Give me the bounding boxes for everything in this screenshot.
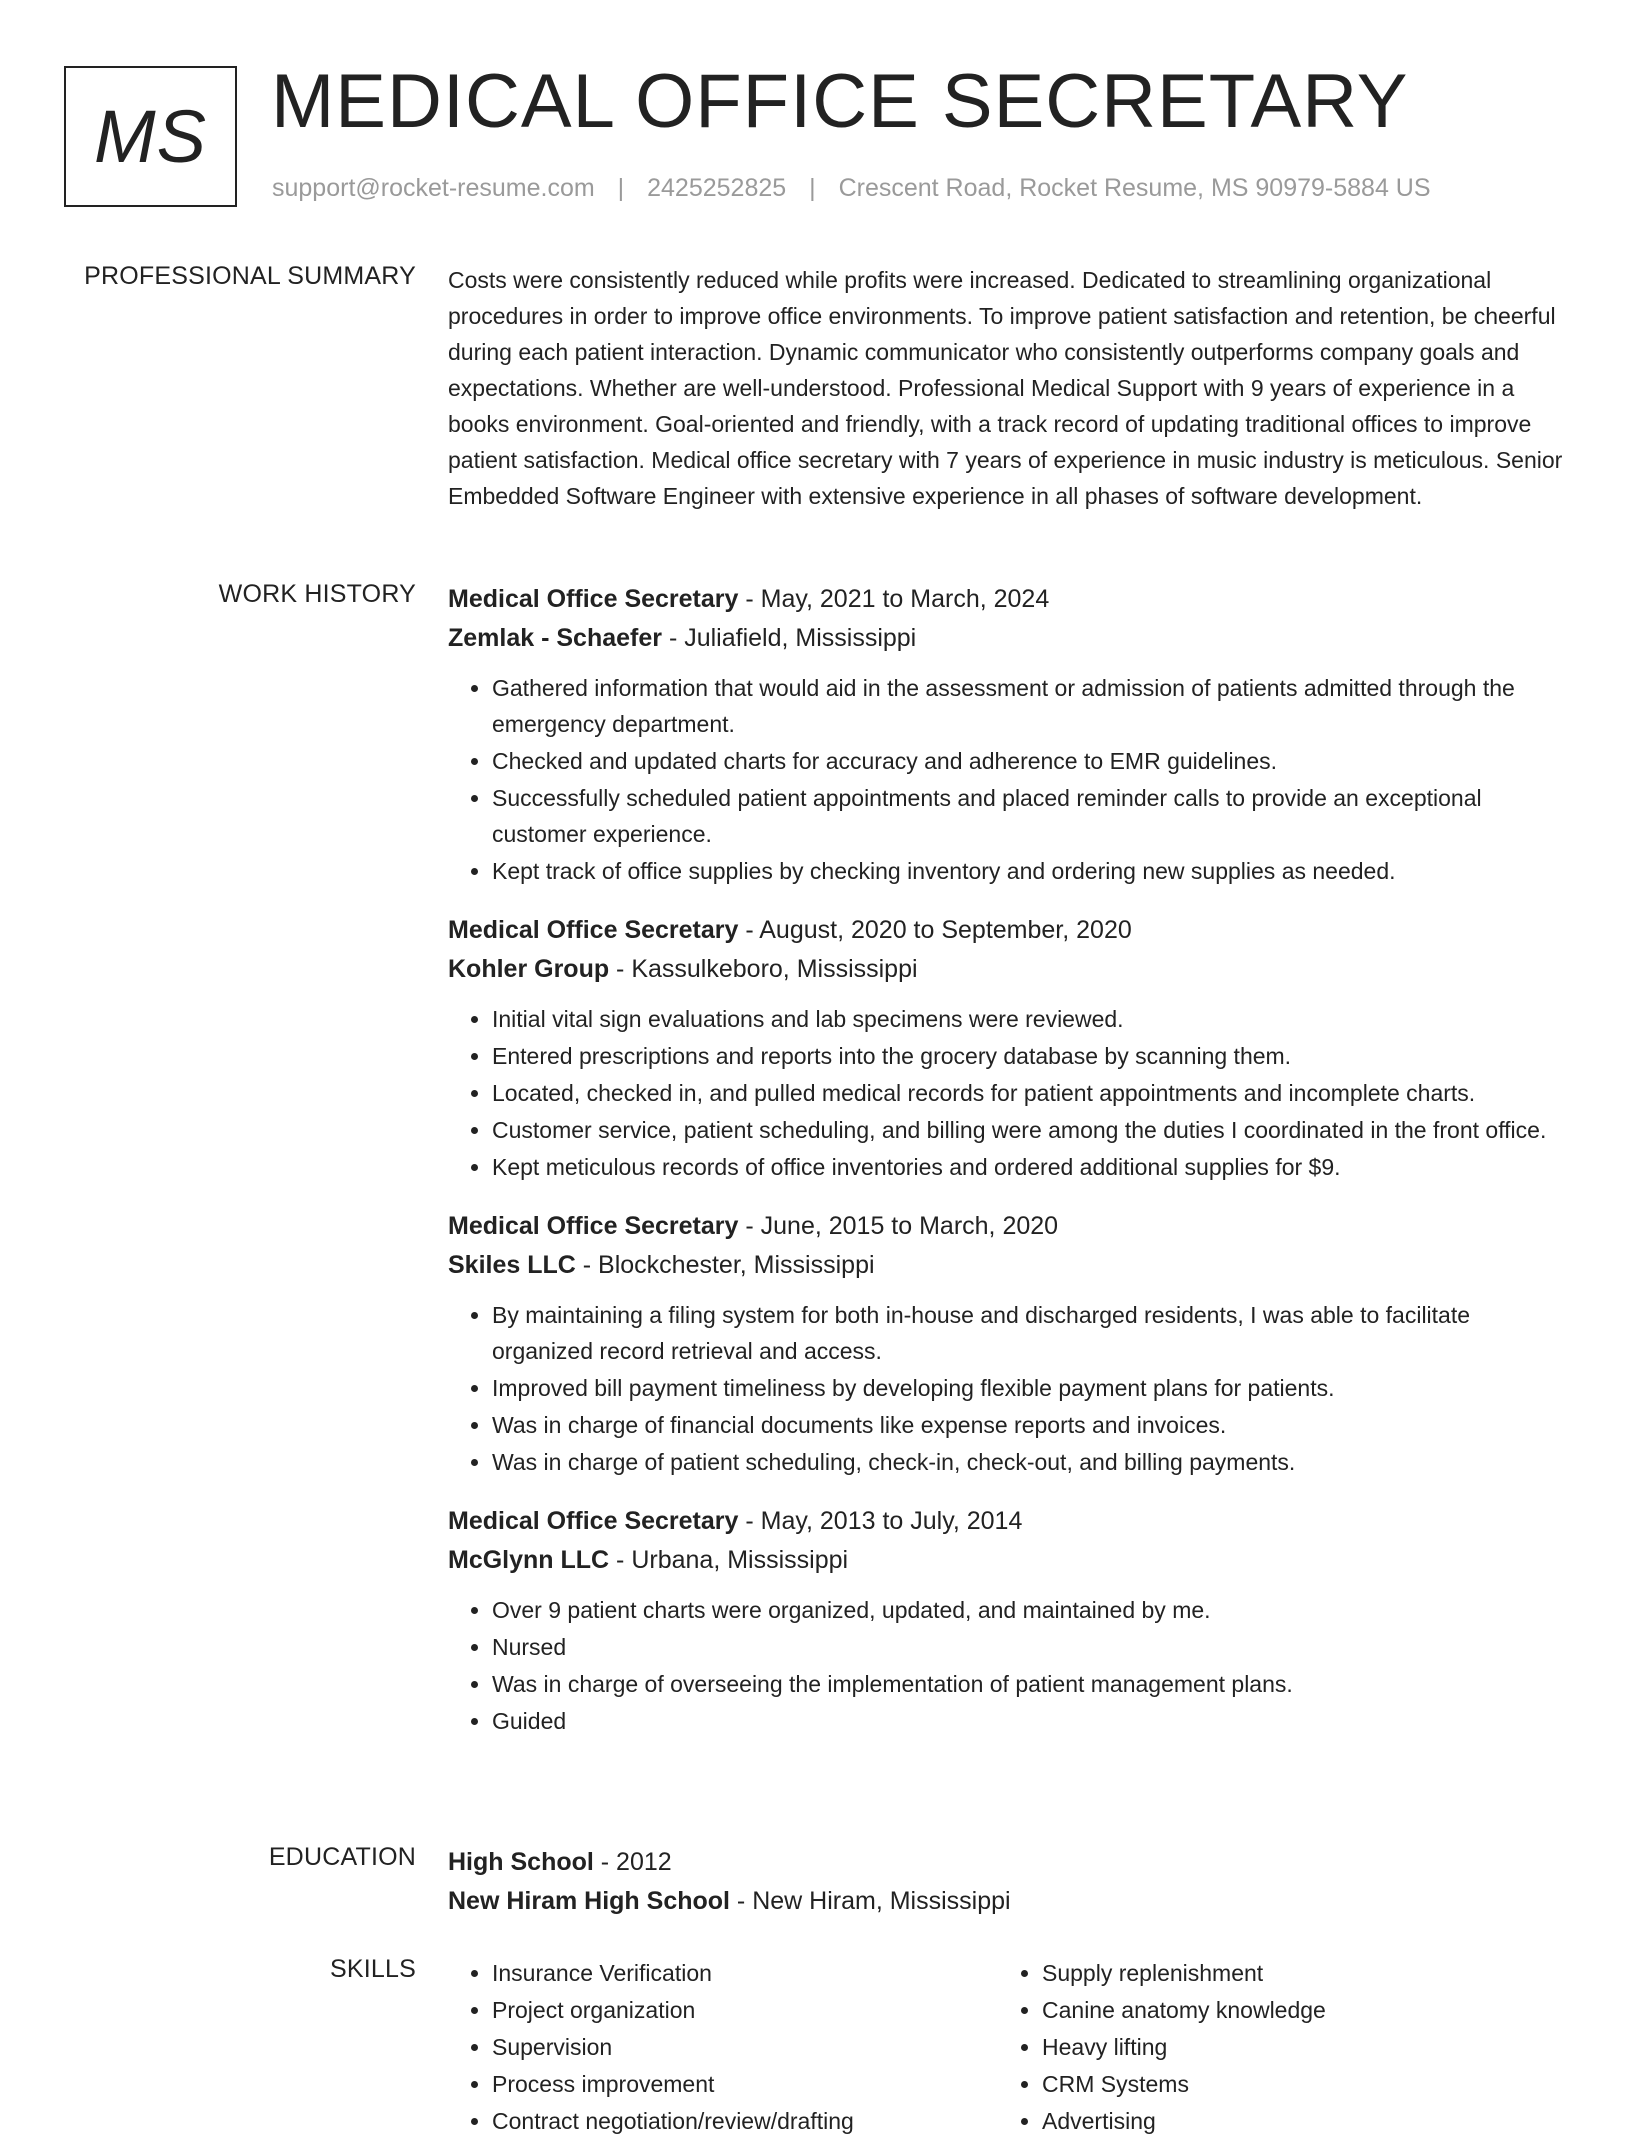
education-heading: EDUCATION xyxy=(268,1843,416,1871)
job-dates: - May, 2021 to March, 2024 xyxy=(738,585,1050,613)
skills-heading: SKILLS xyxy=(330,1955,416,1983)
job-entry xyxy=(448,1502,1570,1739)
work-history-heading: WORK HISTORY xyxy=(218,580,416,608)
job-company: McGlynn LLC xyxy=(448,1546,610,1574)
monogram-initials: MS xyxy=(94,95,207,178)
contact-line xyxy=(272,174,1431,203)
skill-item: • Insurance Verification xyxy=(492,1955,998,1991)
education-degree: High School xyxy=(448,1848,594,1876)
skill-item: • Canine anatomy knowledge xyxy=(1042,1992,1548,2028)
skill-item: • Contract negotiation/review/drafting xyxy=(492,2103,998,2139)
job-duties xyxy=(448,1592,1570,1739)
summary-text: Costs were consistently reduced while profits were increased. Dedicated to streamlining organizational procedures in order to improve office environments. To improve patient satisfaction and retention, be cheerful during each patient interaction. Dynamic communicator who consistently outperforms company goals and expectations. Whether are well-understood. Professional Medical Support with 9 years of experience in a books environment. Goal-oriented and friendly, with a track record of updating traditional offices to improve patient satisfaction. Medical office secretary with 7 years of experience in music industry is meticulous. Senior Embedded Software Engineer with extensive experience in all phases of software development. xyxy=(448,267,1563,509)
candidate-title: MEDICAL OFFICE SECRETARY xyxy=(271,59,1409,144)
job-role-line xyxy=(448,1502,1570,1541)
education-location: - New Hiram, Mississippi xyxy=(729,1887,1011,1915)
skills-body xyxy=(448,1955,1570,2140)
job-company-line xyxy=(448,950,1570,989)
skill-item: • Heavy lifting xyxy=(1042,2029,1548,2065)
job-location: - Blockchester, Mississippi xyxy=(575,1251,875,1279)
job-entry xyxy=(448,1207,1570,1480)
contact-separator: | xyxy=(809,174,816,202)
education-year: - 2012 xyxy=(593,1848,672,1876)
job-entry xyxy=(448,911,1570,1185)
job-location: - Juliafield, Mississippi xyxy=(662,624,917,652)
job-location: - Kassulkeboro, Mississippi xyxy=(609,955,918,983)
education-body xyxy=(448,1843,1570,1921)
job-role-line xyxy=(448,911,1570,950)
monogram-box xyxy=(64,66,237,207)
skills-column-right xyxy=(998,1955,1548,2140)
job-role: Medical Office Secretary xyxy=(448,1507,739,1535)
education-degree-line xyxy=(448,1843,1570,1882)
job-duty: • Was in charge of financial documents like expense reports and invoices. xyxy=(492,1407,1570,1443)
job-duty: • Was in charge of overseeing the implementation of patient management plans. xyxy=(492,1666,1570,1702)
job-company-line xyxy=(448,1541,1570,1580)
job-duty: • Kept track of office supplies by checking inventory and ordering new supplies as needed. xyxy=(492,853,1570,889)
job-duty: • Gathered information that would aid in the assessment or admission of patients admitted through the emergency department. xyxy=(492,670,1570,742)
skill-item: • Project organization xyxy=(492,1992,998,2028)
job-duty: • Checked and updated charts for accuracy and adherence to EMR guidelines. xyxy=(492,743,1570,779)
education-school: New Hiram High School xyxy=(448,1887,730,1915)
job-duty: • Over 9 patient charts were organized, updated, and maintained by me. xyxy=(492,1592,1570,1628)
job-entry xyxy=(448,580,1570,889)
contact-email: support@rocket-resume.com xyxy=(272,174,595,202)
job-duty: • Was in charge of patient scheduling, check-in, check-out, and billing payments. xyxy=(492,1444,1570,1480)
job-duty: • Guided xyxy=(492,1703,1570,1739)
job-location: - Urbana, Mississippi xyxy=(609,1546,849,1574)
job-role-line xyxy=(448,580,1570,619)
job-duty: • By maintaining a filing system for both in-house and discharged residents, I was able to facilitate organized record retrieval and access. xyxy=(492,1297,1570,1369)
work-history-body xyxy=(448,580,1570,1761)
contact-phone: 2425252825 xyxy=(647,174,787,202)
skill-item: • Supervision xyxy=(492,2029,998,2065)
skill-item: • Process improvement xyxy=(492,2066,998,2102)
job-duty: • Entered prescriptions and reports into the grocery database by scanning them. xyxy=(492,1038,1570,1074)
job-duties xyxy=(448,1297,1570,1480)
job-duty: • Customer service, patient scheduling, and billing were among the duties I coordinated in the front office. xyxy=(492,1112,1570,1148)
skills-columns xyxy=(448,1955,1570,2140)
job-company: Zemlak - Schaefer xyxy=(448,624,662,652)
job-duty: • Successfully scheduled patient appointments and placed reminder calls to provide an exceptional customer experience. xyxy=(492,780,1570,852)
skill-item: • Advertising xyxy=(1042,2103,1548,2139)
summary-body xyxy=(448,262,1570,514)
skill-item: • CRM Systems xyxy=(1042,2066,1548,2102)
job-role: Medical Office Secretary xyxy=(448,585,739,613)
job-company: Kohler Group xyxy=(448,955,610,983)
skills-column-left xyxy=(448,1955,998,2140)
skills-list xyxy=(998,1955,1548,2139)
job-duty: • Kept meticulous records of office inventories and ordered additional supplies for $9. xyxy=(492,1149,1570,1185)
job-duty: • Located, checked in, and pulled medical records for patient appointments and incomplete charts. xyxy=(492,1075,1570,1111)
job-duties xyxy=(448,670,1570,889)
job-company-line xyxy=(448,619,1570,658)
job-duty: • Nursed xyxy=(492,1629,1570,1665)
job-dates: - May, 2013 to July, 2014 xyxy=(738,1507,1023,1535)
job-dates: - June, 2015 to March, 2020 xyxy=(738,1212,1059,1240)
job-company-line xyxy=(448,1246,1570,1285)
contact-address: Crescent Road, Rocket Resume, MS 90979-5884 US xyxy=(838,174,1431,202)
job-duty: • Improved bill payment timeliness by developing flexible payment plans for patients. xyxy=(492,1370,1570,1406)
job-company: Skiles LLC xyxy=(448,1251,576,1279)
job-duties xyxy=(448,1001,1570,1185)
summary-heading: PROFESSIONAL SUMMARY xyxy=(84,262,416,290)
job-role-line xyxy=(448,1207,1570,1246)
contact-separator: | xyxy=(617,174,625,202)
job-duty: • Initial vital sign evaluations and lab specimens were reviewed. xyxy=(492,1001,1570,1037)
education-school-line xyxy=(448,1882,1570,1921)
job-dates: - August, 2020 to September, 2020 xyxy=(738,916,1132,944)
skill-item: • Supply replenishment xyxy=(1042,1955,1548,1991)
job-role: Medical Office Secretary xyxy=(448,916,739,944)
skills-list xyxy=(448,1955,998,2139)
job-role: Medical Office Secretary xyxy=(448,1212,739,1240)
